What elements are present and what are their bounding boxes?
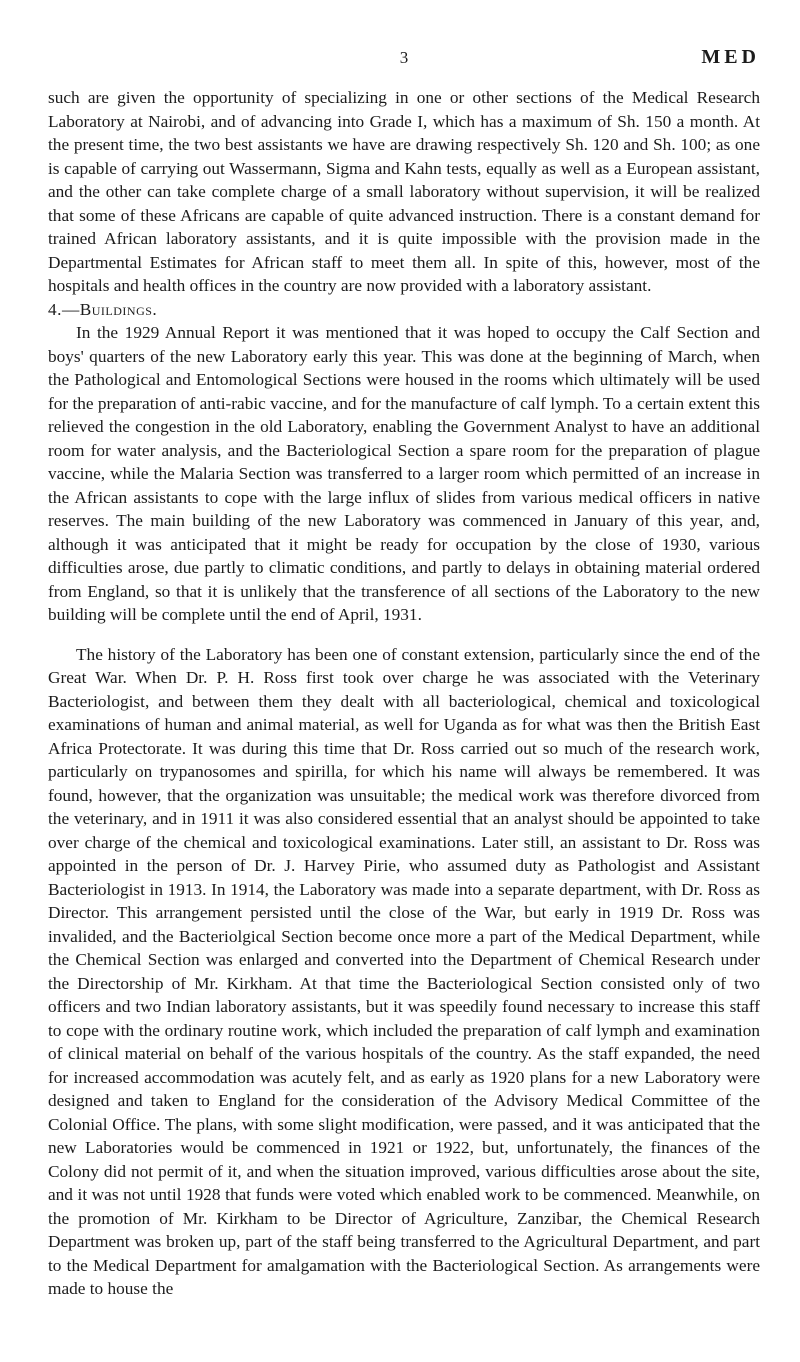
page-header: [48, 46, 760, 70]
page-number: 3: [399, 48, 409, 67]
paragraph-staff-training: such are given the opportunity of specializing in one or other sections of the Medical Research Laboratory at Nairobi, and of advancing into Grade I, which has a maximum of Sh. 150 a month. At the present time, the two best assistants we have are drawing respectively Sh. 120 and Sh. 100; as one is capable of carrying out Wassermann, Sigma and Kahn tests, equally as well as a European assistant, and the other can take complete charge of a small laboratory without supervision, it will be realized that some of these Africans are capable of quite advanced instruction. There is a constant demand for trained African laboratory assistants, and it is quite impossible with the provision made in the Departmental Estimates for African staff to meet them all. In spite of this, however, most of the hospitals and health offices in the country are now provided with a laboratory assistant.: [48, 88, 760, 295]
body-text: [48, 86, 760, 1301]
paragraph-buildings: In the 1929 Annual Report it was mentioned that it was hoped to occupy the Calf Section and boys' quarters of the new Laboratory early this year. This was done at the beginning of March, when the Pathological and Entomological Sections were housed in the rooms which ultimately will be used for the preparation of anti-rabic vaccine, and for the manufacture of calf lymph. To a certain extent this relieved the congestion in the old Laboratory, enabling the Government Analyst to have an additional room for water analysis, and the Bacteriological Section a spare room for the preparation of plague vaccine, while the Malaria Section was transferred to a larger room which permitted of an increase in the African assistants to cope with the large influx of slides from various medical officers in native reserves. The main building of the new Laboratory was commenced in January of this year, and, although it was anticipated that it might be ready for occupation by the close of 1930, various difficulties arose, due partly to climatic conditions, and partly to delays in obtaining material ordered from England, so that it is unlikely that the transference of all sections of the Laboratory to the new building will be complete until the end of April, 1931.: [48, 323, 760, 624]
paragraph-laboratory-history: The history of the Laboratory has been one of constant extension, particularly since the end of the Great War. When Dr. P. H. Ross first took over charge he was associated with the Veterinary Bacteriologist, and between them they dealt with all bacteriological, chemical and toxicological examinations of human and animal material, as well for Uganda as for what was then the British East Africa Protectorate. It was during this time that Dr. Ross carried out so much of the research work, particularly on trypanosomes and spirilla, for which his name will always be remembered. It was found, however, that the organization was unsuitable; the medical work was therefore divorced from the veterinary, and in 1911 it was also considered essential that an analyst should be appointed to take over charge of the chemical and toxicological examinations. Later still, an assistant to Dr. Ross was appointed in the person of Dr. J. Harvey Pirie, who assumed duty as Pathologist and Assistant Bacteriologist in 1913. In 1914, the Laboratory was made into a separate department, with Dr. Ross as Director. This arrangement persisted until the close of the War, but early in 1919 Dr. Ross was invalided, and the Bacteriolgical Section become once more a part of the Medical Department, while the Chemical Section was enlarged and converted into the Department of Chemical Research under the Directorship of Mr. Kirkham. At that time the Bacteriological Section consisted only of two officers and two Indian laboratory assistants, but it was speedily found necessary to increase this staff to cope with the ordinary routine work, which included the preparation of calf lymph and examination of clinical material on behalf of the various hospitals of the country. As the staff expanded, the need for increased accommodation was acutely felt, and as early as 1920 plans for a new Laboratory were designed and taken to England for the consideration of the Advisory Medical Committee of the Colonial Office. The plans, with some slight modification, were passed, and it was anticipated that the new Laboratories would be commenced in 1921 or 1922, but, unfortunately, the finances of the Colony did not permit of it, and when the situation improved, various difficulties arose about the site, and it was not until 1928 that funds were voted which enabled work to be commenced. Meanwhile, on the promotion of Mr. Kirkham to be Director of Agriculture, Zanzibar, the Chemical Research Department was broken up, part of the staff being transferred to the Agricultural Department, and part to the Medical Department for amalgamation with the Bacteriological Section. As arrangements were made to house the: [48, 644, 760, 1298]
running-head: MED: [701, 46, 760, 68]
section-heading-buildings: 4.—Buildings.: [48, 299, 158, 319]
